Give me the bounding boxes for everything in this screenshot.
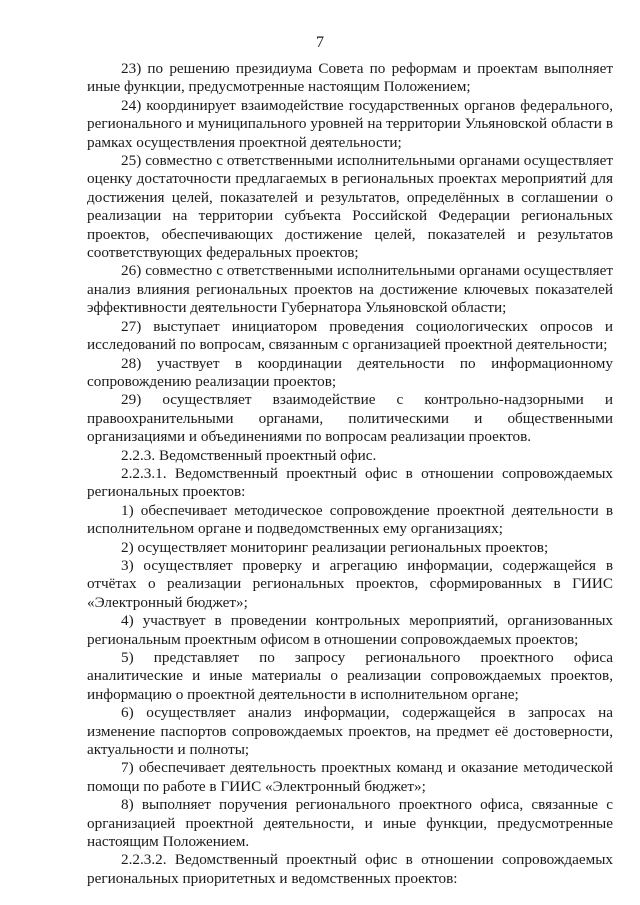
paragraph-item-27: 27) выступает инициатором проведения социологических опросов и исследований по вопросам, связанным с организацией проектной деятельности; bbox=[87, 317, 613, 354]
document-body bbox=[87, 60, 613, 888]
paragraph-item-24: 24) координирует взаимодействие государственных органов федерального, регионального и муниципального уровней на территории Ульяновской области в рамках осуществления проектной деятельности; bbox=[87, 96, 613, 151]
section-heading-2-2-3-1: 2.2.3.1. Ведомственный проектный офис в отношении сопровождаемых региональных проектов: bbox=[87, 464, 613, 501]
paragraph-item-25: 25) совместно с ответственными исполнительными органами осуществляет оценку достаточности предлагаемых в региональных проектах мероприятий для достижения целей, показателей и результатов, определённых в соглашении о реализации на территории субъекта Российской Федерации региональных проектов, обеспечивающих достижение целей, показателей и результатов соответствующих федеральных проектов; bbox=[87, 152, 613, 262]
page-number: 7 bbox=[316, 34, 324, 51]
section-heading-2-2-3: 2.2.3. Ведомственный проектный офис. bbox=[121, 446, 377, 464]
paragraph-item-2: 2) осуществляет мониторинг реализации региональных проектов; bbox=[121, 538, 549, 556]
paragraph-item-23: 23) по решению президиума Совета по реформам и проектам выполняет иные функции, предусмотренные настоящим Положением; bbox=[87, 60, 613, 96]
paragraph-item-7: 7) обеспечивает деятельность проектных команд и оказание методической помощи по работе в ГИИС «Электронный бюджет»; bbox=[87, 759, 613, 795]
paragraph-item-4: 4) участвует в проведении контрольных мероприятий, организованных региональным проектным офисом в отношении сопровождаемых проектов; bbox=[87, 612, 613, 648]
paragraph-item-6: 6) осуществляет анализ информации, содержащейся в запросах на изменение паспортов сопровождаемых проектов, на предмет её достоверности, актуальности и полноты; bbox=[87, 704, 613, 759]
paragraph-item-8: 8) выполняет поручения регионального проектного офиса, связанные с организацией проектной деятельности, и иные функции, предусмотренные настоящим Положением. bbox=[87, 796, 613, 851]
paragraph-item-5: 5) представляет по запросу регионального проектного офиса аналитические и иные материалы о реализации сопровождаемых проектов, информацию о проектной деятельности в исполнительном органе; bbox=[87, 649, 613, 703]
paragraph-item-1: 1) обеспечивает методическое сопровождение проектной деятельности в исполнительном органе и подведомственных ему организациях; bbox=[87, 501, 613, 538]
section-heading-2-2-3-2: 2.2.3.2. Ведомственный проектный офис в отношении сопровождаемых региональных приоритетных и ведомственных проектов: bbox=[87, 851, 613, 887]
paragraph-item-26: 26) совместно с ответственными исполнительными органами осуществляет анализ влияния региональных проектов на достижение ключевых показателей эффективности деятельности Губернатора Ульяновской области; bbox=[87, 262, 613, 317]
paragraph-item-29: 29) осуществляет взаимодействие с контрольно-надзорными и правоохранительными органами, политическими и общественными организациями и объединениями по вопросам реализации проектов. bbox=[87, 391, 613, 446]
paragraph-item-28: 28) участвует в координации деятельности по информационному сопровождению реализации проектов; bbox=[87, 354, 613, 390]
paragraph-item-3: 3) осуществляет проверку и агрегацию информации, содержащейся в отчётах о реализации региональных проектов, сформированных в ГИИС «Электронный бюджет»; bbox=[87, 556, 613, 611]
